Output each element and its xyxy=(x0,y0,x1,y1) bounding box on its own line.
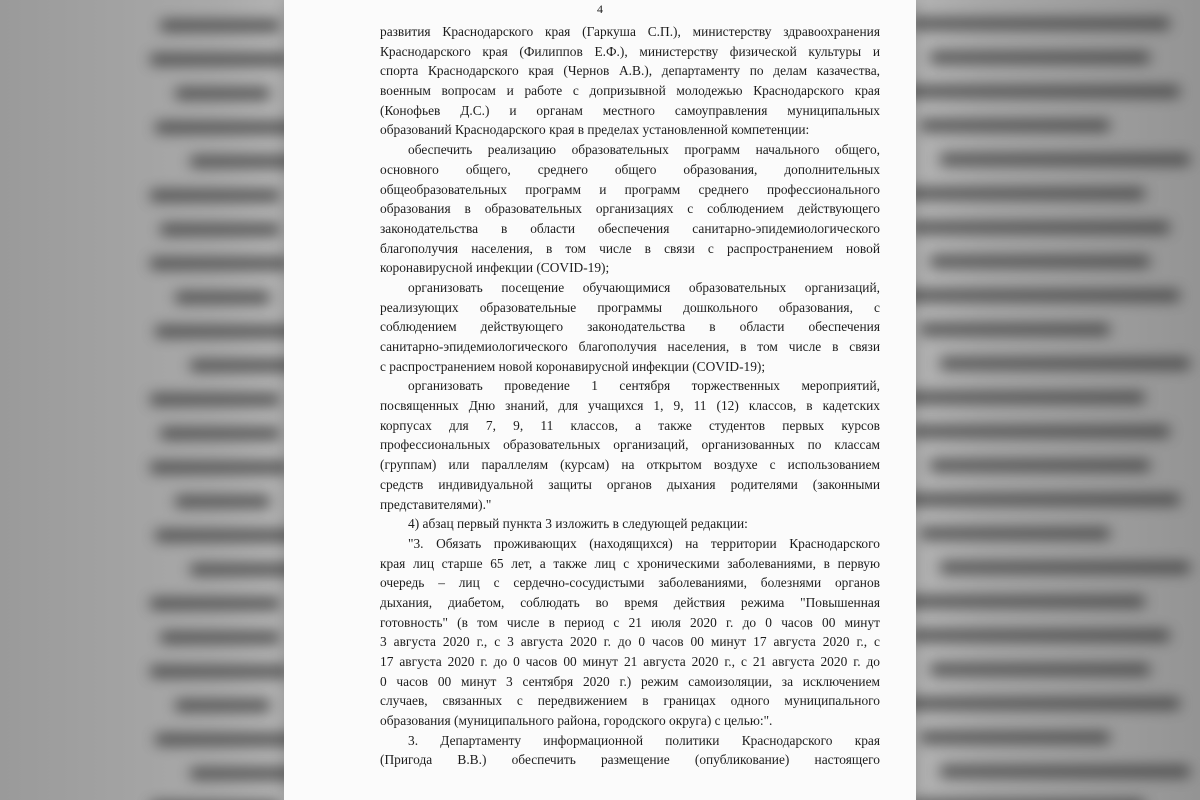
text-line: Краснодарского края (Филиппов Е.Ф.), министерству физической культуры и xyxy=(380,43,880,59)
text-line: случаев, связанных с передвижением в границах одного муниципального xyxy=(380,693,880,709)
blurred-line xyxy=(910,18,1170,29)
text-line: обеспечить реализацию образовательных программ начального общего, xyxy=(408,142,880,158)
text-line: (Конофьев Д.С.) и органам местного самоуправления муниципальных xyxy=(380,102,880,118)
blurred-line xyxy=(905,188,1145,199)
blurred-line xyxy=(930,460,1150,471)
blurred-line xyxy=(940,358,1190,369)
blurred-line xyxy=(160,20,280,31)
text-line: (группам) или параллелям (курсам) на открытом воздухе с использованием xyxy=(380,457,880,473)
text-line: готовность" (в том числе в период с 21 июля 2020 г. до 0 часов 00 минут xyxy=(380,614,880,630)
blurred-line xyxy=(150,598,280,609)
blurred-line xyxy=(905,596,1145,607)
blurred-line xyxy=(900,290,1180,301)
blurred-line xyxy=(940,562,1190,573)
blurred-line xyxy=(930,52,1150,63)
text-line: края лиц старше 65 лет, а также лиц с хроническими заболеваниями, в первую xyxy=(380,555,880,571)
text-line: средств индивидуальной защиты органов дыхания родителями (законными xyxy=(380,476,880,492)
text-line: организовать проведение 1 сентября торжественных мероприятий, xyxy=(408,378,880,394)
blurred-text-right xyxy=(900,0,1200,800)
blurred-line xyxy=(150,258,290,269)
text-line: военным вопросам и работе с допризывной молодежью Краснодарского края xyxy=(380,83,880,99)
text-line: дыхания, диабетом, соблюдать во время действия режима "Повышенная xyxy=(380,594,880,610)
blurred-line xyxy=(150,666,290,677)
blurred-line xyxy=(160,224,280,235)
text-line: посвященных Дню знаний, для учащихся 1, 9, 11 (12) классов, в кадетских xyxy=(380,398,880,414)
blurred-line xyxy=(155,530,305,541)
text-line: 17 августа 2020 г. до 0 часов 00 минут 21 августа 2020 г., с 21 августа 2020 г. до xyxy=(380,654,880,669)
blurred-line xyxy=(155,734,305,745)
text-line: (Пригода В.В.) обеспечить размещение (опубликование) настоящего xyxy=(380,752,880,768)
blurred-line xyxy=(930,664,1150,675)
blurred-line xyxy=(920,120,1110,131)
text-line: 0 часов 00 минут 3 сентября 2020 г.) режим самоизоляции, за исключением xyxy=(380,673,880,689)
blurred-line xyxy=(910,630,1170,641)
blurred-line xyxy=(160,632,280,643)
blurred-line xyxy=(160,428,280,439)
text-line: профессиональных образовательных организаций, организованных по классам xyxy=(380,437,880,453)
blurred-line xyxy=(900,698,1180,709)
blurred-line xyxy=(900,86,1180,97)
blurred-line xyxy=(920,732,1110,743)
text-line: 3 августа 2020 г., с 3 августа 2020 г. до 0 часов 00 минут 17 августа 2020 г., с xyxy=(380,634,880,650)
blurred-line xyxy=(940,766,1190,777)
text-line: развития Краснодарского края (Гаркуша С.П.), министерству здравоохранения xyxy=(380,24,880,39)
text-line: спорта Краснодарского края (Чернов А.В.), департаменту по делам казачества, xyxy=(380,63,880,79)
text-line: "3. Обязать проживающих (находящихся) на территории Краснодарского xyxy=(408,535,880,551)
text-line: 3. Департаменту информационной политики Краснодарского края xyxy=(408,732,880,748)
text-line: общеобразовательных программ и программ среднего профессионального xyxy=(380,181,880,197)
text-line: санитарно-эпидемиологического благополучия населения, в том числе в связи xyxy=(380,339,880,354)
blurred-line xyxy=(175,496,270,507)
text-line: образования в образовательных организациях с соблюдением действующего xyxy=(380,201,880,217)
text-line: коронавирусной инфекции (COVID-19); xyxy=(380,260,610,276)
text-line: представителями)." xyxy=(380,496,492,512)
blurred-line xyxy=(175,700,270,711)
text-line: с распространением новой коронавирусной инфекции (COVID-19); xyxy=(380,358,766,374)
blurred-line xyxy=(175,88,270,99)
text-line: образований Краснодарского края в пределах установленной компетенции: xyxy=(380,122,810,138)
blurred-line xyxy=(155,326,305,337)
text-line: благополучия населения, в том числе в связи с распространением новой xyxy=(380,240,880,256)
text-line: очередь – лиц с сердечно-сосудистыми заболеваниями, болезнями органов xyxy=(380,575,880,591)
blurred-line xyxy=(150,190,280,201)
document-page xyxy=(284,0,916,800)
text-line: образования (муниципального района, городского округа) с целью:". xyxy=(380,713,773,729)
blurred-line xyxy=(930,256,1150,267)
blurred-line xyxy=(920,528,1110,539)
blurred-line xyxy=(150,394,280,405)
blurred-line xyxy=(155,122,305,133)
blurred-line xyxy=(905,392,1145,403)
document-body xyxy=(380,22,880,770)
blurred-line xyxy=(920,324,1110,335)
text-line: законодательства в области обеспечения санитарно-эпидемиологического xyxy=(380,220,880,236)
text-line: соблюдением действующего законодательства в области обеспечения xyxy=(380,319,880,335)
text-line: организовать посещение обучающимися образовательных организаций, xyxy=(408,279,880,295)
text-line: реализующих образовательные программы дошкольного образования, с xyxy=(380,299,880,315)
blurred-line xyxy=(175,292,270,303)
text-line: основного общего, среднего общего образования, дополнительных xyxy=(380,161,880,177)
text-line: корпусах для 7, 9, 11 классов, а также студентов первых курсов xyxy=(380,417,880,433)
text-line: 4) абзац первый пункта 3 изложить в следующей редакции: xyxy=(408,516,748,532)
blurred-line xyxy=(910,426,1170,437)
blurred-line xyxy=(150,462,290,473)
page-number: 4 xyxy=(597,2,603,16)
blurred-line xyxy=(940,154,1190,165)
blurred-line xyxy=(150,54,290,65)
blurred-line xyxy=(900,494,1180,505)
blurred-line xyxy=(910,222,1170,233)
